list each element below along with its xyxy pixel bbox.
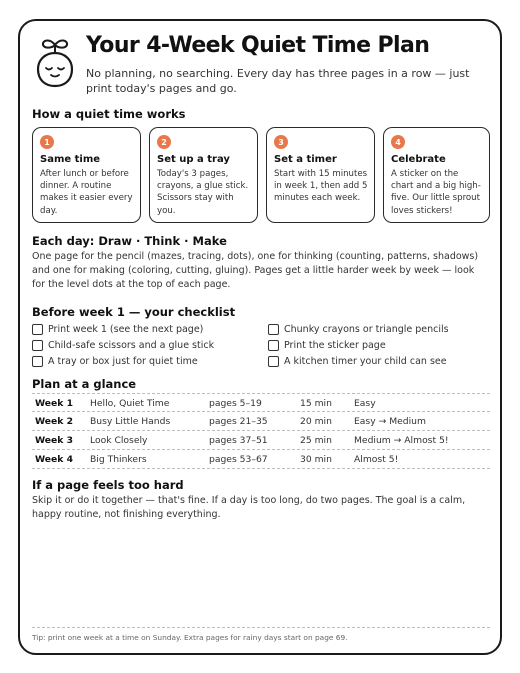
checklist-item[interactable]	[268, 338, 386, 352]
card-body: Today's 3 pages, crayons, a glue stick. Scissors stay with you.	[157, 169, 249, 216]
checkbox-icon[interactable]	[268, 340, 279, 351]
card-body: A sticker on the chart and a big high-five. Our little sprout loves stickers!	[391, 169, 481, 216]
table-row	[32, 412, 490, 431]
checklist-label: A tray or box just for quiet time	[48, 355, 198, 367]
checklist-item[interactable]	[32, 322, 203, 336]
time-cell: 25 min	[300, 435, 332, 446]
checklist-item[interactable]	[32, 338, 214, 352]
checklist-item[interactable]	[268, 354, 447, 368]
week-name-cell: Look Closely	[90, 435, 148, 446]
footer-tip: Tip: print one week at a time on Sunday. Extra pages for rainy days start on page 69.	[32, 633, 348, 642]
step-badge: 1	[40, 135, 54, 149]
page-subtitle: No planning, no searching. Every day has three pages in a row — just print today's pages and go.	[86, 67, 470, 95]
each-day-text: One page for the pencil (mazes, tracing, dots), one for thinking (counting, patterns, shadows) and one for making (coloring, cutting, gluing). Pages get a little harder week by week — look for the level dots at the top of each page.	[32, 251, 479, 290]
how-heading: How a quiet time works	[32, 107, 186, 121]
week-cell: Week 4	[35, 454, 73, 465]
level-cell: Almost 5!	[354, 454, 399, 465]
page-frame	[18, 19, 502, 655]
table-row	[32, 393, 490, 412]
checklist-label: Child-safe scissors and a glue stick	[48, 339, 215, 351]
level-cell: Easy	[354, 398, 376, 409]
how-card	[32, 127, 141, 223]
checklist-item[interactable]	[32, 354, 198, 368]
checklist-label: Print the sticker page	[284, 339, 386, 351]
pages-cell: pages 53–67	[209, 454, 268, 465]
hard-text: Skip it or do it together — that's fine. If a day is too long, do two pages. The goal is a calm, happy routine, not finishing everything.	[32, 495, 466, 520]
time-cell: 20 min	[300, 416, 332, 427]
step-badge: 3	[274, 135, 288, 149]
pages-cell: pages 37–51	[209, 435, 268, 446]
card-body: Start with 15 minutes in week 1, then add 5 minutes each week.	[274, 169, 368, 204]
checklist-item[interactable]	[268, 322, 449, 336]
pages-cell: pages 5–19	[209, 398, 262, 409]
how-cards	[32, 127, 492, 223]
how-card	[149, 127, 258, 223]
week-name-cell: Big Thinkers	[90, 454, 147, 465]
card-title: Set up a tray	[157, 154, 230, 165]
each-day-heading: Each day: Draw · Think · Make	[32, 234, 227, 248]
plan-heading: Plan at a glance	[32, 377, 137, 391]
step-badge: 4	[391, 135, 405, 149]
page-title: Your 4-Week Quiet Time Plan	[86, 33, 430, 58]
week-name-cell: Busy Little Hands	[90, 416, 171, 427]
checkbox-icon[interactable]	[268, 324, 279, 335]
hard-heading: If a page feels too hard	[32, 478, 184, 492]
footer-divider	[32, 627, 490, 628]
page-header	[34, 31, 490, 101]
week-cell: Week 2	[35, 416, 73, 427]
checklist-label: Print week 1 (see the next page)	[48, 323, 204, 335]
checklist-label: A kitchen timer your child can see	[284, 355, 447, 367]
checkbox-icon[interactable]	[32, 340, 43, 351]
how-card	[383, 127, 490, 223]
plan-table	[32, 393, 490, 469]
pages-cell: pages 21–35	[209, 416, 268, 427]
week-cell: Week 1	[35, 398, 73, 409]
checkbox-icon[interactable]	[32, 324, 43, 335]
how-card	[266, 127, 375, 223]
card-body: After lunch or before dinner. A routine makes it easier every day.	[40, 169, 133, 216]
card-title: Set a timer	[274, 154, 337, 165]
checkbox-icon[interactable]	[32, 356, 43, 367]
level-cell: Easy → Medium	[354, 416, 426, 427]
level-cell: Medium → Almost 5!	[354, 435, 449, 446]
checklist	[32, 322, 492, 372]
table-row	[32, 450, 490, 469]
table-row	[32, 431, 490, 450]
checklist-heading: Before week 1 — your checklist	[32, 305, 236, 319]
week-name-cell: Hello, Quiet Time	[90, 398, 170, 409]
time-cell: 15 min	[300, 398, 332, 409]
sprout-mascot-icon	[34, 37, 76, 89]
step-badge: 2	[157, 135, 171, 149]
time-cell: 30 min	[300, 454, 332, 465]
card-title: Same time	[40, 154, 101, 165]
card-title: Celebrate	[391, 154, 446, 165]
week-cell: Week 3	[35, 435, 73, 446]
checklist-label: Chunky crayons or triangle pencils	[284, 323, 449, 335]
checkbox-icon[interactable]	[268, 356, 279, 367]
